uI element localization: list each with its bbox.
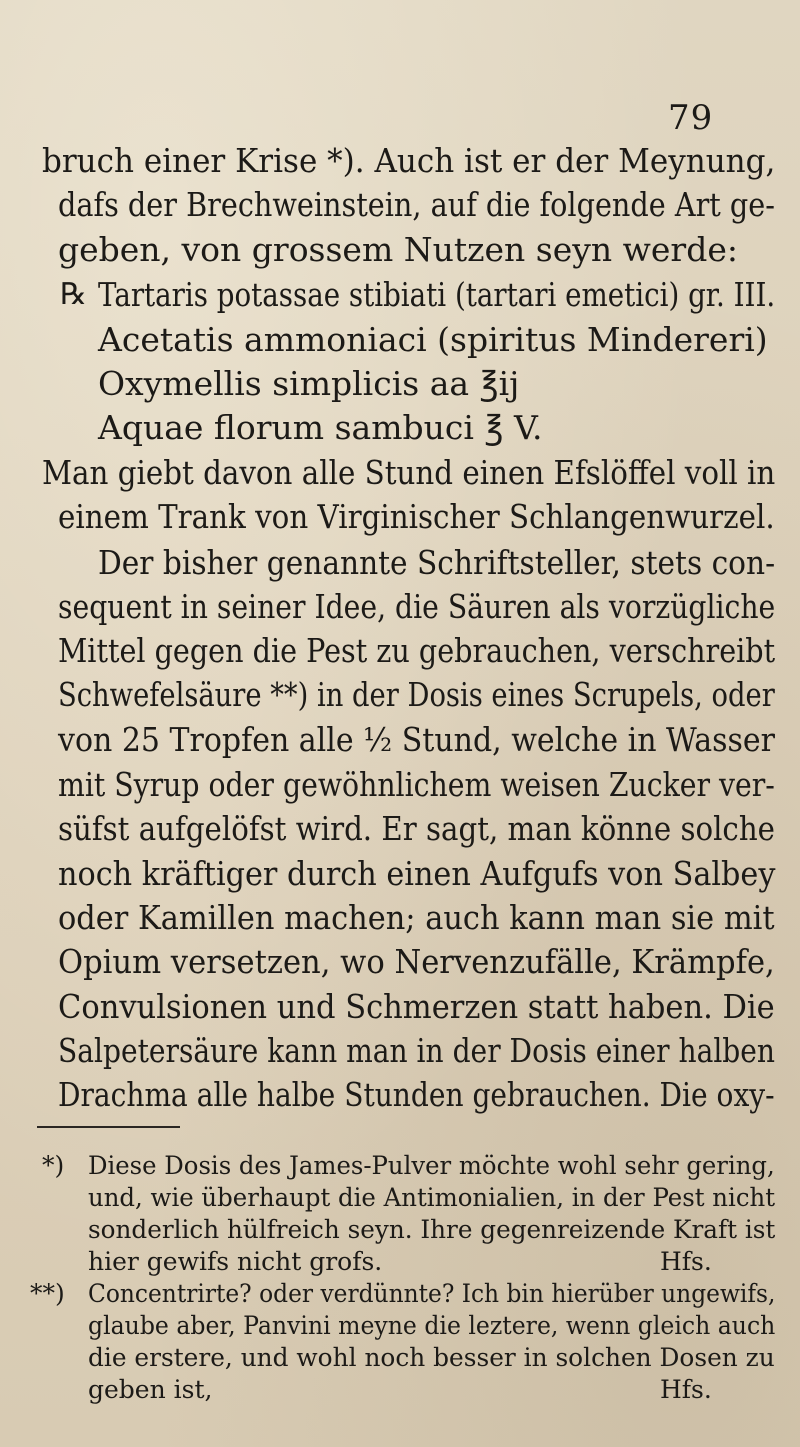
footnote-1-line-2: und, wie überhaupt die Antimonialien, in der Pest nicht bbox=[88, 1183, 776, 1212]
body-line-19: Opium versetzen, wo Nervenzufälle, Krämpfe, bbox=[58, 942, 775, 981]
body-line-11: sequent in seiner Idee, die Säuren als vorzügliche bbox=[58, 587, 776, 626]
body-line-18: oder Kamillen machen; auch kann man sie mit bbox=[58, 898, 775, 937]
body-line-3: geben, von grossem Nutzen seyn werde: bbox=[58, 230, 738, 269]
body-line-1: bruch einer Krise *). Auch ist er der Meynung, bbox=[42, 141, 776, 180]
body-line-9: einem Trank von Virginischer Schlangenwurzel. bbox=[58, 497, 775, 536]
footnote-2-mark: **) bbox=[30, 1279, 65, 1308]
footnote-2-line-2: glaube aber, Panvini meyne die leztere, wenn gleich auch bbox=[88, 1311, 776, 1340]
body-line-7: Aquae florum sambuci ℥ V. bbox=[98, 408, 543, 447]
body-line-14: von 25 Tropfen alle ½ Stund, welche in Wasser bbox=[58, 720, 776, 759]
body-line-12: Mittel gegen die Pest zu gebrauchen, verschreibt bbox=[58, 631, 776, 670]
body-line-5: Acetatis ammoniaci (spiritus Mindereri) bbox=[98, 320, 768, 359]
footnote-2-line-1: Concentrirte? oder verdünnte? Ich bin hierüber ungewifs, bbox=[88, 1279, 776, 1308]
body-line-15: mit Syrup oder gewöhnlichem weisen Zucker ver- bbox=[58, 765, 775, 804]
body-line-16: süfst aufgelöfst wird. Er sagt, man könne solche bbox=[58, 809, 775, 848]
body-line-6: Oxymellis simplicis aa ℥ij bbox=[98, 364, 520, 403]
footnote-2-signature: Hfs. bbox=[660, 1375, 712, 1404]
body-line-17: noch kräftiger durch einen Aufgufs von Salbey bbox=[58, 854, 776, 893]
body-line-10: Der bisher genannte Schriftsteller, stets con- bbox=[98, 543, 776, 582]
body-line-2: dafs der Brechweinstein, auf die folgende Art ge- bbox=[58, 185, 775, 224]
page-number: 79 bbox=[668, 98, 714, 138]
footnote-1-line-4: hier gewifs nicht grofs. bbox=[88, 1247, 383, 1276]
footnote-2-line-3: die erstere, und wohl noch besser in solchen Dosen zu bbox=[88, 1343, 775, 1372]
footnote-2-line-4: geben ist, bbox=[88, 1375, 213, 1404]
footnote-divider bbox=[37, 1126, 180, 1128]
body-line-20: Convulsionen und Schmerzen statt haben. Die bbox=[58, 987, 775, 1026]
body-line-21: Salpetersäure kann man in der Dosis einer halben bbox=[58, 1031, 776, 1070]
body-line-4: Tartaris potassae stibiati (tartari emetici) gr. III. bbox=[98, 275, 776, 314]
footnote-1-mark: *) bbox=[42, 1151, 65, 1180]
footnote-1-line-1: Diese Dosis des James-Pulver möchte wohl sehr gering, bbox=[88, 1151, 775, 1180]
footnote-1-line-3: sonderlich hülfreich seyn. Ihre gegenreizende Kraft ist bbox=[88, 1215, 776, 1244]
body-line-22: Drachma alle halbe Stunden gebrauchen. Die oxy- bbox=[58, 1075, 775, 1114]
recipe-icon: ℞ bbox=[60, 277, 87, 312]
footnote-1-signature: Hfs. bbox=[660, 1247, 712, 1276]
body-line-13: Schwefelsäure **) in der Dosis eines Scrupels, oder bbox=[58, 675, 775, 714]
body-line-8: Man giebt davon alle Stund einen Efslöffel voll in bbox=[42, 453, 776, 492]
